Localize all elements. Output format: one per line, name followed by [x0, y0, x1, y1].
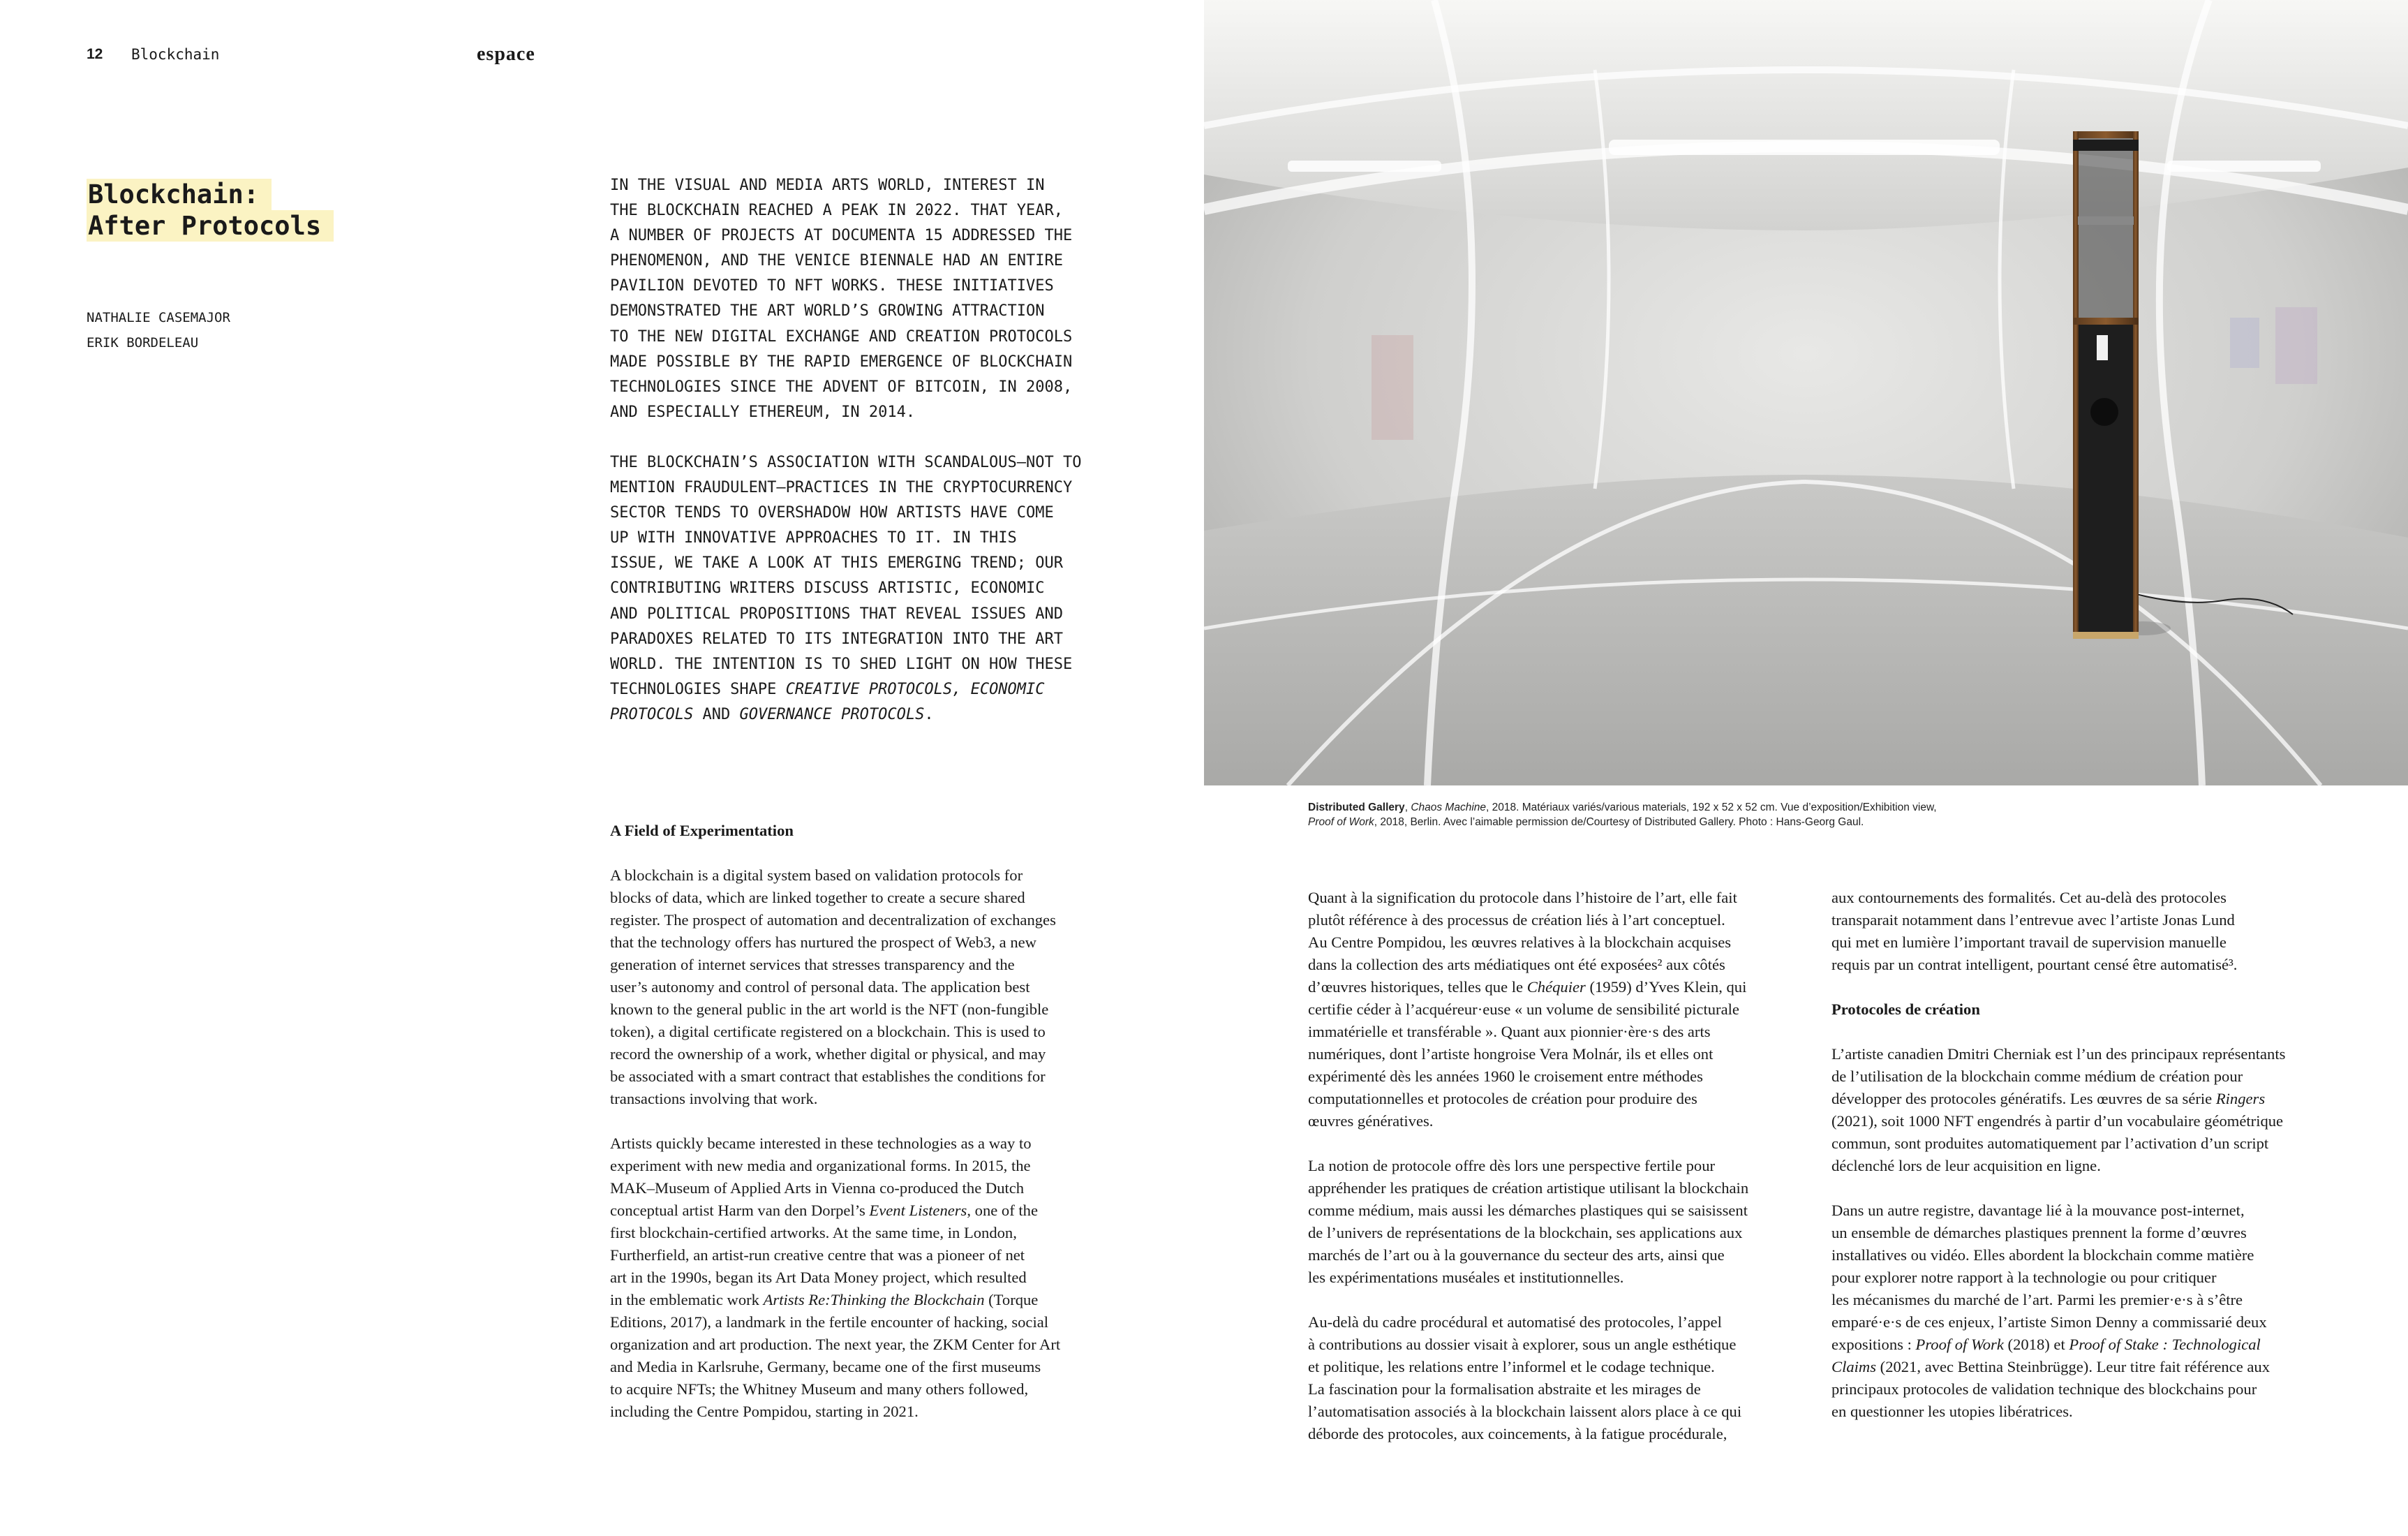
- intro-paragraph-1: IN THE VISUAL AND MEDIA ARTS WORLD, INTEREST IN THE BLOCKCHAIN REACHED A PEAK IN 2022. THAT YEAR, A NUMBER OF PROJECTS AT DOCUMENTA 15 ADDRESSED THE PHENOMENON, AND THE VENICE BIENNALE HAD AN ENTIRE PAVILION DEVOTED TO NFT WORKS. THESE INITIATIVES DEMONSTRATED THE ART WORLD’S GROWING ATTRACTION TO THE NEW DIGITAL EXCHANGE AND CREATION PROTOCOLS MADE POSSIBLE BY THE RAPID EMERGENCE OF BLOCKCHAIN TECHNOLOGIES SINCE THE ADVENT OF BITCOIN, IN 2008, AND ESPECIALLY ETHEREUM, IN 2014.: [610, 177, 1073, 421]
- body-column-2: [1308, 887, 1811, 1468]
- body-paragraph: Dans un autre registre, davantage lié à la mouvance post-internet, un ensemble de démarches plastiques prennent la forme d’œuvres installatives ou vidéo. Elles abordent la blockchain comme matière pour explorer notre rapport à la technologie ou pour critiquer les mécanismes du marché de l’art. Parmi les premier·e·s à s’être emparé·e·s de ces enjeux, l’artiste Simon Denny a commissarié deux expositions : Proof of Work (2018) et Proof of Stake : Technological Claims (2021, avec Bettina Steinbrügge). Leur titre fait référence aux principaux protocoles de validation technique des blockchains pour en questionner les utopies libératrices.: [1831, 1202, 2270, 1420]
- body-column-1: [610, 820, 1113, 1445]
- body-paragraph: Quant à la signification du protocole dans l’histoire de l’art, elle fait plutôt référence à des processus de création liés à l’art conceptuel. Au Centre Pompidou, les œuvres relatives à la blockchain acquises dans la collection des arts médiatiques ont été exposées² aux côtés d’œuvres historiques, telles que le Chéquier (1959) d’Yves Klein, qui certifie céder à l’acquéreur·euse « un volume de sensibilité picturale immatérielle et transférable ». Quant aux pionnier·ère·s des arts numériques, dont l’artiste hongroise Vera Molnár, ils et elles ont expérimenté dès les années 1960 le croisement entre méthodes computationnelles et protocoles de création pour produire des œuvres génératives.: [1308, 889, 1747, 1130]
- body-paragraph: Artists quickly became interested in these technologies as a way to experiment with new media and organizational forms. In 2015, the MAK–Museum of Applied Arts in Vienna co-produced the Dutch conceptual artist Harm van den Dorpel’s Event Listeners, one of the first blockchain-certified artworks. At the same time, in London, Furtherfield, an artist-run creative centre that was a pioneer of net art in the 1990s, began its Art Data Money project, which resulted in the emblematic work Artists Re:Thinking the Blockchain (Torque Editions, 2017), a landmark in the fertile encounter of hacking, social organization and art production. The next year, the ZKM Center for Art and Media in Karlsruhe, Germany, became one of the first museums to acquire NFTs; the Whitney Museum and many others followed, including the Centre Pompidou, starting in 2021.: [610, 1135, 1061, 1420]
- section-heading: Protocoles de création: [1831, 1000, 1980, 1018]
- author-list: [87, 305, 230, 355]
- intro-text: [610, 173, 1113, 753]
- intro-paragraph-2: THE BLOCKCHAIN’S ASSOCIATION WITH SCANDALOUS—NOT TO MENTION FRAUDULENT—PRACTICES IN THE CRYPTOCURRENCY SECTOR TENDS TO OVERSHADOW HOW ARTISTS HAVE COME UP WITH INNOVATIVE APPROACHES TO IT. IN THIS ISSUE, WE TAKE A LOOK AT THIS EMERGING TREND; OUR CONTRIBUTING WRITERS DISCUSS ARTISTIC, ECONOMIC AND POLITICAL PROPOSITIONS THAT REVEAL ISSUES AND PARADOXES RELATED TO ITS INTEGRATION INTO THE ART WORLD. THE INTENTION IS TO SHED LIGHT ON HOW THESE TECHNOLOGIES SHAPE CREATIVE PROTOCOLS, ECONOMIC PROTOCOLS AND GOVERNANCE PROTOCOLS.: [610, 453, 1082, 723]
- exhibition-photo: [1204, 0, 2408, 785]
- photo-caption: Distributed Gallery, Chaos Machine, 2018. Matériaux variés/various materials, 192 x 52 x 52 cm. Vue d’exposition/Exhibition view, Proof of Work, 2018, Berlin. Avec l’aimable permission de/Courtesy of Distributed Gallery. Photo : Hans-Georg Gaul.: [1308, 802, 1937, 828]
- body-paragraph: Au-delà du cadre procédural et automatisé des protocoles, l’appel à contributions au dossier visait à explorer, sous un angle esthétique et politique, les relations entre l’informel et le codage technique. La fascination pour la formalisation abstraite et les mirages de l’automatisation associés à la blockchain laissent alors place à ce qui déborde des protocoles, aux coincements, à la fatigue procédurale,: [1308, 1313, 1742, 1442]
- body-paragraph: La notion de protocole offre dès lors une perspective fertile pour appréhender les pratiques de création artistique utilisant la blockchain comme médium, mais aussi les démarches plastiques qui se saisissent de l’univers de représentations de la blockchain, ses applications aux marchés de l’art ou à la gouvernance du secteur des arts, ainsi que les expérimentations muséales et institutionnelles.: [1308, 1157, 1749, 1286]
- magazine-logo: espace: [477, 43, 535, 65]
- body-paragraph: L’artiste canadien Dmitri Cherniak est l’un des principaux représentants de l’utilisation de la blockchain comme médium de création pour développer des protocoles génératifs. Les œuvres de sa série Ringers (2021), soit 1000 NFT engendrés à partir d’un vocabulaire géométrique commun, sont produites automatiquement par l’activation d’un script déclenché lors de leur acquisition en ligne.: [1831, 1045, 2286, 1174]
- body-paragraph: aux contournements des formalités. Cet au-delà des protocoles transparait notamment dans l’entrevue avec l’artiste Jonas Lund qui met en lumière l’important travail de supervision manuelle requis par un contrat intelligent, pourtant censé être automatisé³.: [1831, 889, 2238, 973]
- body-column-3: [1831, 887, 2341, 1445]
- body-paragraph: A blockchain is a digital system based on validation protocols for blocks of data, which are linked together to create a secure shared register. The prospect of automation and decentralization of exchanges that the technology offers has nurtured the prospect of Web3, a new generation of internet services that stresses transparency and the user’s autonomy and control of personal data. The application best known to the general public in the art world is the NFT (non-fungible token), a digital certificate registered on a blockchain. This is used to record the ownership of a work, whether digital or physical, and may be associated with a smart contract that establishes the conditions for transactions involving that work.: [610, 866, 1056, 1107]
- title-line-2: After Protocols: [87, 210, 334, 242]
- title-line-1: Blockchain:: [87, 179, 272, 210]
- section-name: Blockchain: [131, 46, 220, 63]
- author-name: NATHALIE CASEMAJOR: [87, 310, 230, 325]
- author-name: ERIK BORDELEAU: [87, 335, 199, 350]
- article-title: [87, 179, 334, 242]
- page-number: 12: [87, 46, 103, 62]
- section-heading: A Field of Experimentation: [610, 822, 794, 839]
